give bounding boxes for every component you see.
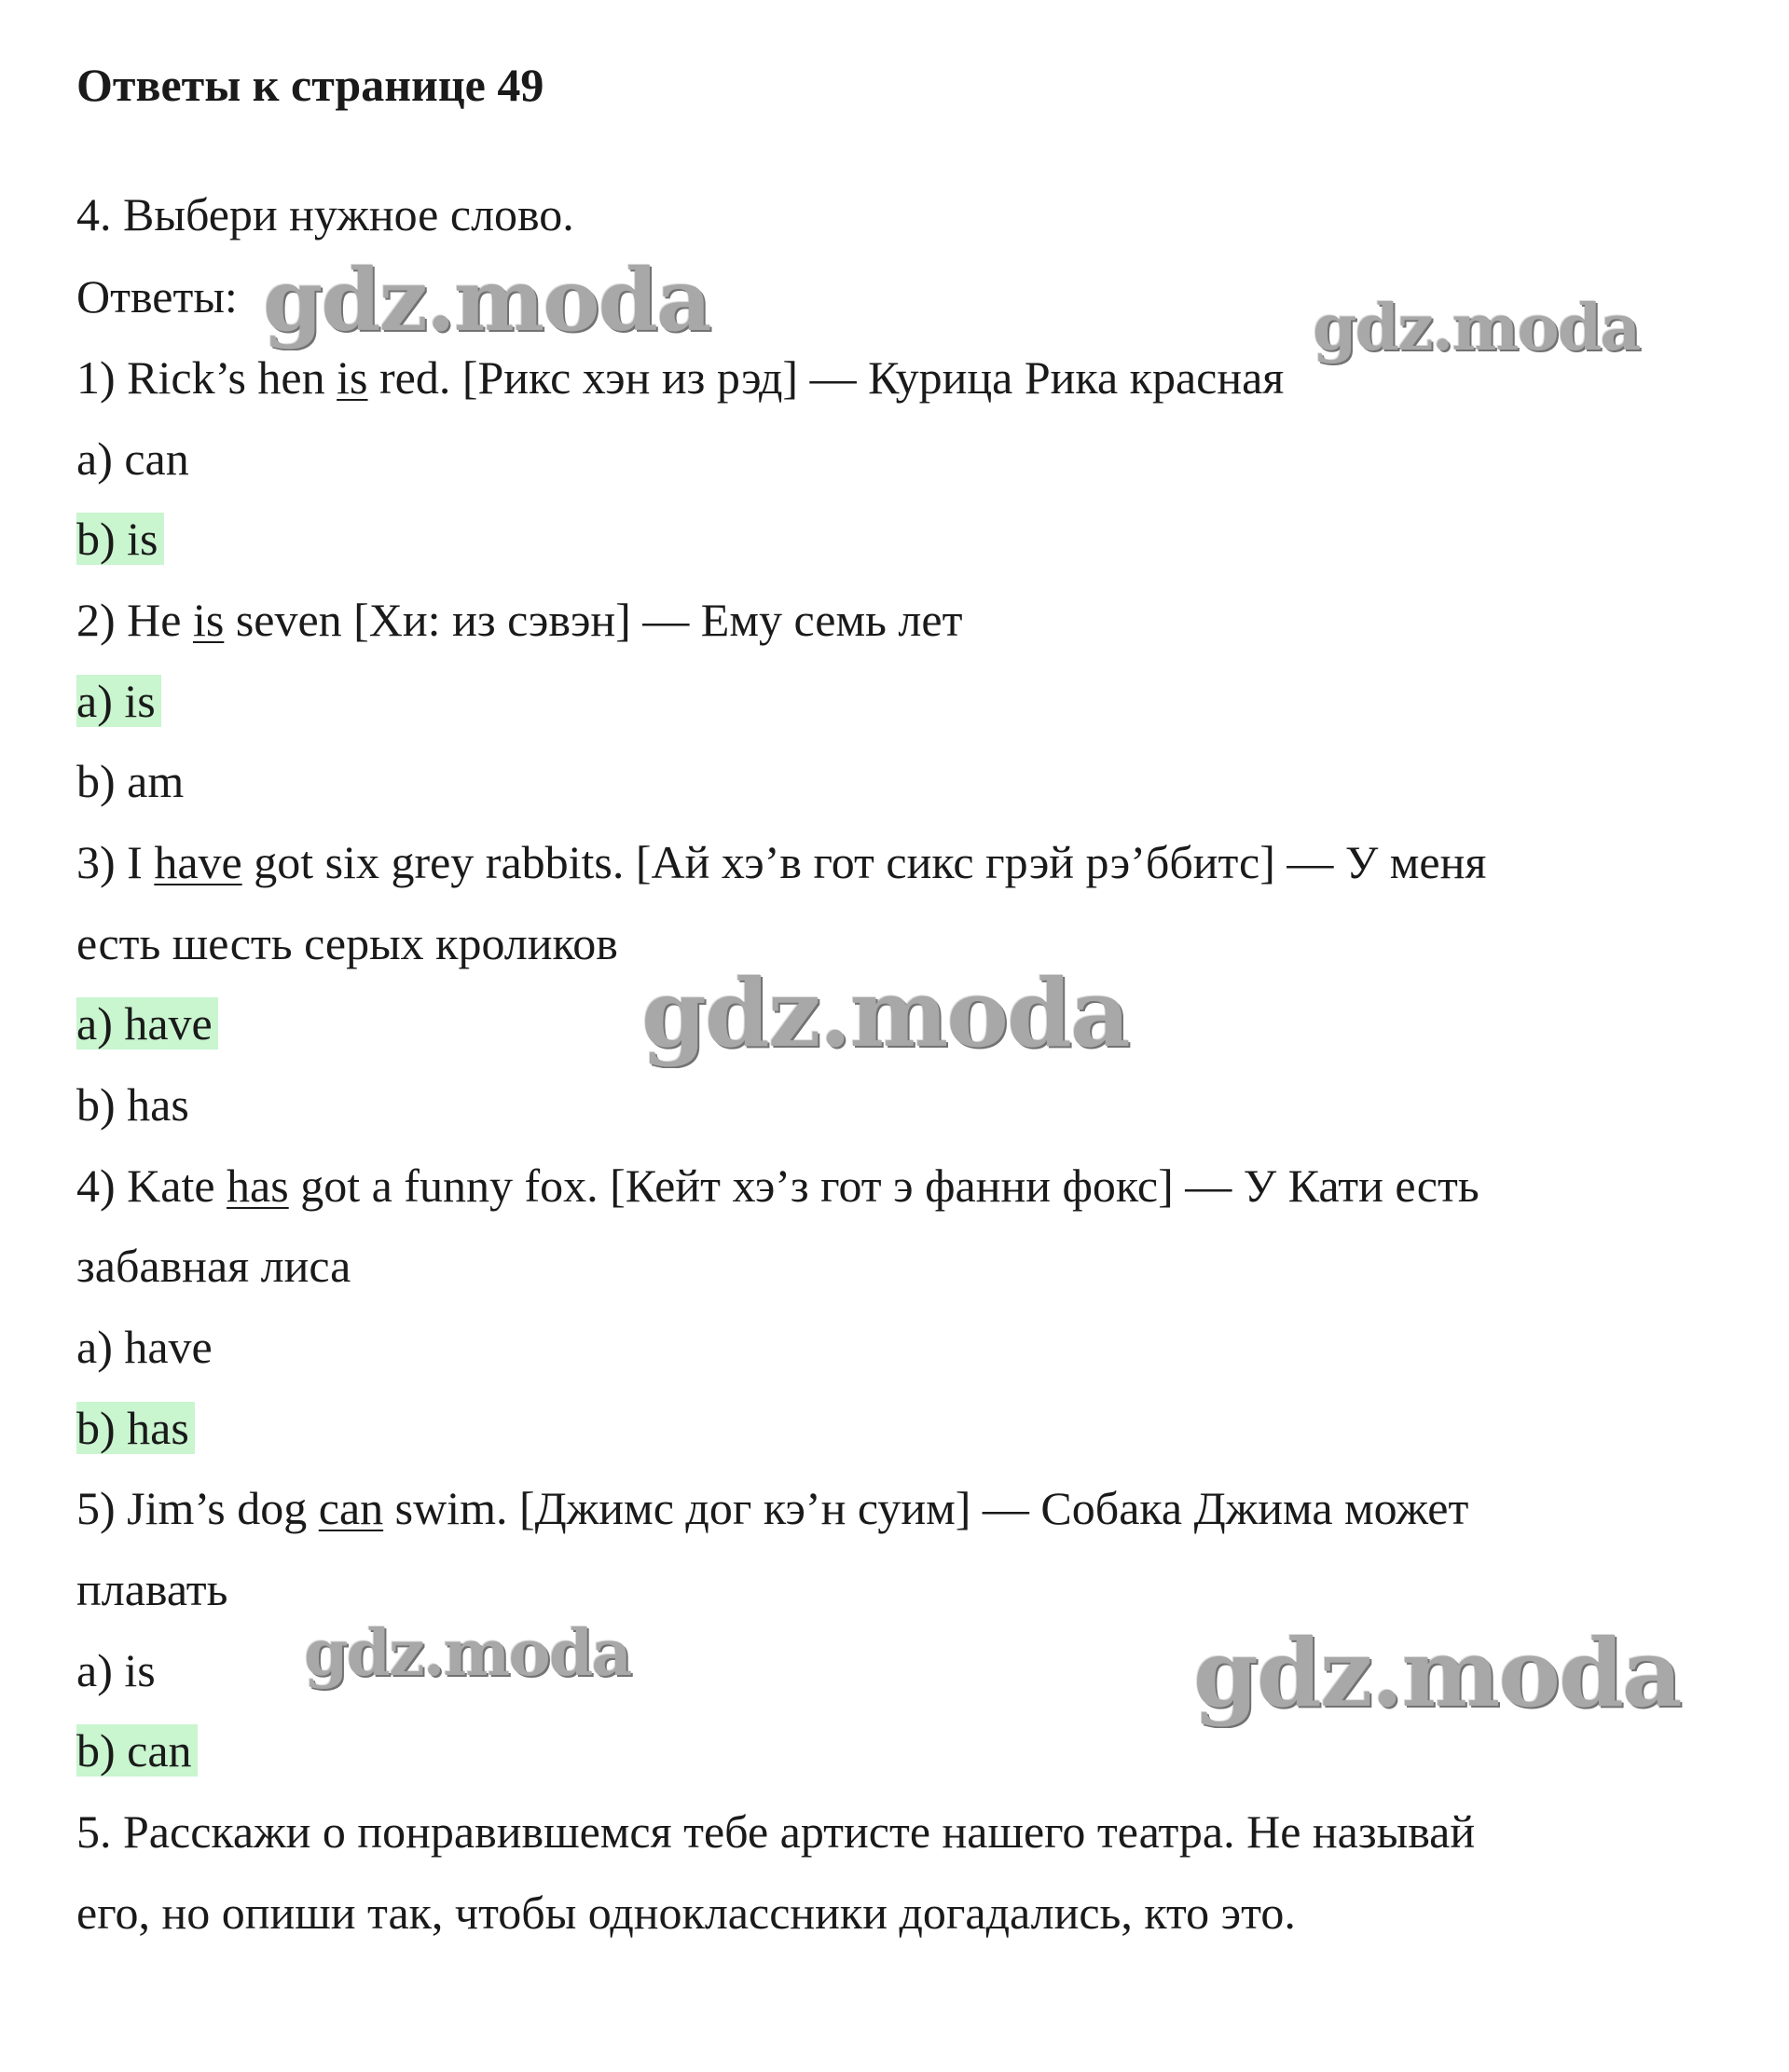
question-4-post: got a funny fox. [Кейт хэ’з гот э фанни фокс] — У Кати есть bbox=[288, 1159, 1479, 1212]
page-title: Ответы к странице 49 bbox=[76, 59, 544, 111]
question-1-answer-word: is bbox=[337, 351, 368, 404]
watermark-logo: gdz.moda bbox=[1193, 1618, 1681, 1728]
question-3 bbox=[76, 834, 1486, 890]
question-5-continuation: плавать bbox=[76, 1563, 228, 1615]
answers-label: Ответы: bbox=[76, 270, 238, 322]
watermark-logo: gdz.moda bbox=[641, 958, 1129, 1068]
question-3-option-b bbox=[76, 1077, 189, 1132]
question-5-option-b bbox=[76, 1722, 198, 1778]
question-3-post: got six grey rabbits. [Ай хэ’в гот сикс грэй рэ’ббитс] — У меня bbox=[241, 836, 1487, 888]
question-4-option-a bbox=[76, 1319, 213, 1375]
option-text: a) can bbox=[76, 432, 189, 485]
task5-line-2: его, но опиши так, чтобы одноклассники догадались, кто это. bbox=[76, 1887, 1296, 1939]
watermark-logo: gdz.moda bbox=[1313, 291, 1640, 365]
question-2-answer-word: is bbox=[192, 594, 225, 646]
option-text: b) has bbox=[76, 1078, 189, 1131]
question-5-post: swim. [Джимс дог кэ’н суим] — Собака Джима может bbox=[383, 1482, 1469, 1534]
question-3-pre: 3) I bbox=[76, 836, 155, 888]
question-2-pre: 2) He bbox=[76, 594, 193, 646]
question-1-option-a bbox=[76, 431, 189, 487]
option-text: a) have bbox=[76, 1321, 213, 1373]
option-text: b) am bbox=[76, 755, 185, 807]
question-5 bbox=[76, 1480, 1468, 1536]
question-3-continuation: есть шесть серых кроликов bbox=[76, 917, 618, 969]
question-1-post: red. [Рикс хэн из рэд] — Курица Рика красная bbox=[367, 351, 1285, 404]
question-2-option-a bbox=[76, 673, 161, 729]
question-4 bbox=[76, 1158, 1479, 1214]
question-4-pre: 4) Kate bbox=[76, 1159, 227, 1212]
question-5-option-a bbox=[76, 1642, 156, 1698]
option-text: a) is bbox=[76, 1644, 156, 1696]
question-4-answer-word: has bbox=[227, 1159, 289, 1212]
option-text-correct: a) is bbox=[76, 675, 161, 727]
question-2 bbox=[76, 592, 962, 648]
question-4-option-b bbox=[76, 1400, 195, 1456]
question-1-option-b bbox=[76, 511, 164, 567]
option-text-correct: a) have bbox=[76, 997, 218, 1050]
option-text-correct: b) can bbox=[76, 1724, 198, 1777]
option-text-correct: b) is bbox=[76, 513, 164, 565]
watermark-logo: gdz.moda bbox=[304, 1616, 631, 1691]
question-5-pre: 5) Jim’s dog bbox=[76, 1482, 319, 1534]
task5-line-1: 5. Расскажи о понравившемся тебе артисте нашего театра. Не называй bbox=[76, 1805, 1476, 1858]
question-1 bbox=[76, 350, 1284, 405]
question-5-answer-word: can bbox=[318, 1482, 384, 1534]
watermark-logo: gdz.moda bbox=[263, 250, 710, 350]
question-3-answer-word: have bbox=[154, 836, 242, 888]
question-1-pre: 1) Rick’s hen bbox=[76, 351, 337, 404]
question-2-option-b bbox=[76, 753, 184, 809]
option-text-correct: b) has bbox=[76, 1402, 195, 1454]
task4-heading: 4. Выбери нужное слово. bbox=[76, 188, 574, 240]
question-2-post: seven [Хи: из сэвэн] — Ему семь лет bbox=[224, 594, 963, 646]
question-4-continuation: забавная лиса bbox=[76, 1240, 351, 1292]
question-3-option-a bbox=[76, 995, 218, 1051]
